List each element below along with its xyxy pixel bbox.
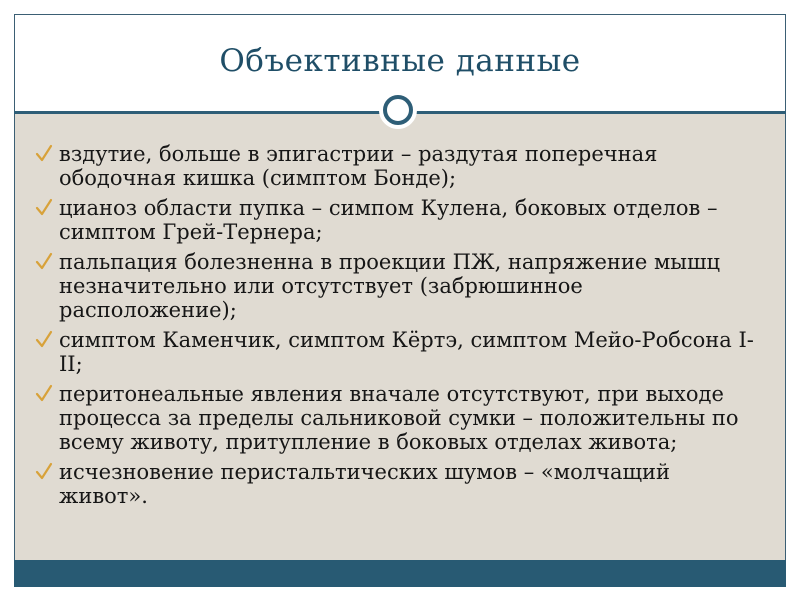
content-panel	[14, 114, 786, 560]
bullet-list	[35, 142, 760, 514]
bullet-text: пальпация болезненна в проекции ПЖ, напряжение мышц незначительно или отсутствует (забрюшинное расположение);	[59, 250, 721, 322]
bullet-text: цианоз области пупка – симпом Кулена, боковых отделов – симптом Грей-Тернера;	[59, 196, 718, 244]
bullet-item	[35, 328, 760, 376]
check-icon	[35, 250, 53, 272]
bullet-text: исчезновение перистальтических шумов – «молчащий живот».	[59, 460, 670, 508]
ring-icon	[383, 95, 413, 125]
bullet-item	[35, 460, 760, 508]
bullet-text: перитонеальные явления вначале отсутствуют, при выходе процесса за пределы сальниковой сумки – положительны по всему животу, притупление в боковых отделах живота;	[59, 382, 739, 454]
check-icon	[35, 328, 53, 350]
check-icon	[35, 196, 53, 218]
bullet-item	[35, 382, 760, 454]
bullet-text: вздутие, больше в эпигастрии – раздутая поперечная ободочная кишка (симптом Бонде);	[59, 142, 658, 190]
check-icon	[35, 142, 53, 164]
bullet-item	[35, 196, 760, 244]
bullet-item	[35, 142, 760, 190]
footer-bar	[14, 560, 786, 587]
circle-ornament-icon	[379, 91, 417, 129]
bullet-item	[35, 250, 760, 322]
bullet-text: симптом Каменчик, симптом Кёртэ, симптом Мейо-Робсона I-II;	[59, 328, 754, 376]
check-icon	[35, 382, 53, 404]
slide-title: Объективные данные	[219, 43, 581, 79]
check-icon	[35, 460, 53, 482]
